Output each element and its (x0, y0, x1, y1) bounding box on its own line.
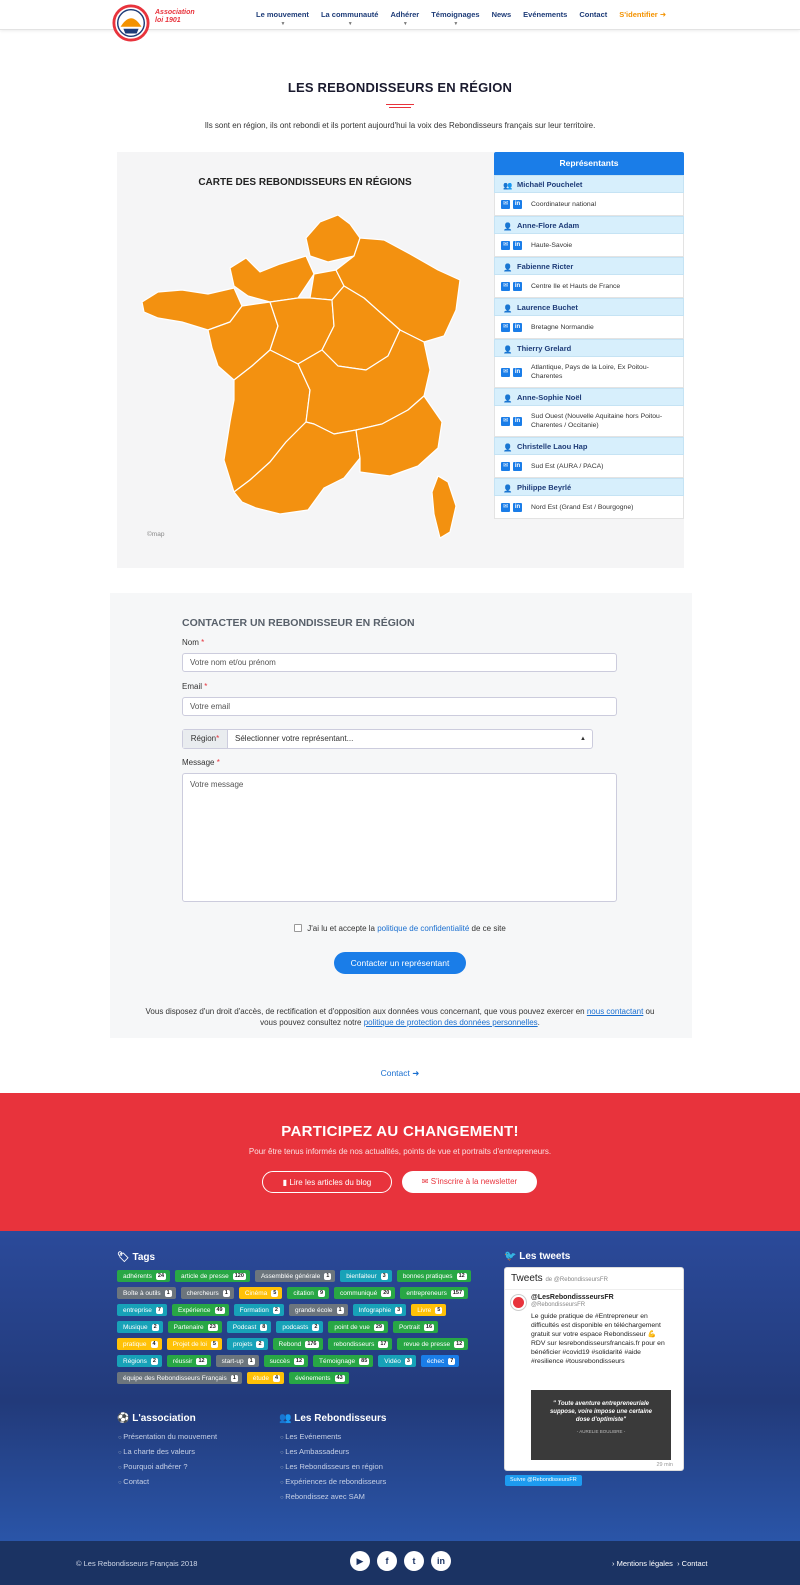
email-icon[interactable]: ✉ (502, 417, 509, 424)
main-nav (256, 10, 667, 27)
map-region-hauts-de-france[interactable] (306, 215, 360, 262)
map-region-normandie[interactable] (230, 256, 314, 302)
title-divider (389, 107, 411, 108)
nav-adherer[interactable]: Adhérer ▼ (390, 10, 420, 27)
tag-item[interactable]: communiqué 20 (334, 1287, 395, 1299)
tag-count-badge: 29 (375, 1323, 382, 1330)
tag-item[interactable]: pratique 4 (117, 1338, 162, 1350)
sign-in-icon: ➜ (659, 10, 667, 19)
facebook-icon[interactable]: f (377, 1551, 397, 1571)
tag-item[interactable]: projets 2 (227, 1338, 268, 1350)
consent-row: J'ai lu et accepte la politique de confidentialité de ce site (0, 924, 800, 933)
association-heading: ⚽ L'association (117, 1413, 196, 1424)
tag-item[interactable]: rebondisseurs 17 (328, 1338, 393, 1350)
email-icon[interactable]: ✉ (502, 323, 509, 330)
tag-count-badge: 3 (397, 1306, 401, 1313)
form-title: CONTACTER UN REBONDISSEUR EN RÉGION (182, 617, 415, 629)
newsletter-banner (0, 1093, 800, 1231)
tag-item[interactable]: citation 9 (287, 1287, 329, 1299)
tag-count-badge: 5 (437, 1306, 441, 1313)
twitter-icon[interactable]: t (404, 1551, 424, 1571)
user-icon: 👤 (503, 345, 513, 354)
tag-count-badge: 2 (274, 1306, 278, 1313)
map-title: CARTE DES REBONDISSEURS EN RÉGIONS (198, 177, 412, 188)
email-icon[interactable]: ✉ (502, 241, 509, 248)
tag-count-badge: 1 (166, 1289, 170, 1296)
user-icon: 👤 (503, 304, 513, 313)
soccer-icon: ⚽ (117, 1413, 130, 1424)
chevron-down-icon: ▼ (347, 21, 353, 27)
copyright: © Les Rebondisseurs Français 2018 (76, 1559, 198, 1568)
nav-evenements[interactable]: Evénements (523, 10, 568, 19)
region-select[interactable]: Sélectionner votre représentant... ▲ (228, 730, 592, 748)
tag-item[interactable]: grande école 1 (289, 1304, 348, 1316)
tag-item[interactable]: Régions 2 (117, 1355, 162, 1367)
envelope-icon: ✉ (421, 1177, 429, 1186)
user-icon: 👤 (503, 222, 513, 231)
representatives-heading: Représentants (494, 152, 684, 175)
tag-count-badge: 24 (157, 1272, 165, 1279)
twitter-timeline[interactable] (504, 1267, 684, 1471)
tag-item[interactable]: Projet de loi 5 (167, 1338, 222, 1350)
rep-name: 👤 Christelle Laou Hap (494, 437, 684, 455)
rep-row: ✉ in Nord Est (Grand Est / Bourgogne) (494, 496, 684, 519)
tag-count-badge: 1 (224, 1289, 228, 1296)
linkedin-icon[interactable]: in (514, 200, 521, 207)
tag-cloud (117, 1270, 487, 1384)
tag-item[interactable]: Témoignage 85 (313, 1355, 373, 1367)
contact-link[interactable]: Contact ➜ (380, 1068, 420, 1078)
rep-name: 👤 Laurence Buchet (494, 298, 684, 316)
tag-count-badge: 12 (458, 1272, 465, 1279)
reps-footer (494, 519, 684, 567)
rebondisseurs-links (280, 1430, 386, 1505)
tweet-user[interactable]: @LesRebondissseursFR (531, 1294, 614, 1301)
tag-count-badge: 4 (275, 1374, 279, 1381)
rgpd-notice: Vous disposez d'un droit d'accès, de rectification et d'opposition aux données vous concernant, que vous pouvez exercer en nous contactant ou vous pouvez consultez notre politique de protection des données personnelles. (145, 1007, 655, 1027)
legal-link[interactable]: › Mentions légales (612, 1559, 673, 1568)
linkedin-icon[interactable]: in (514, 241, 521, 248)
footer-link[interactable]: ○ Les Rebondisseurs en région (280, 1460, 386, 1475)
chevron-down-icon: ▼ (453, 21, 459, 27)
linkedin-icon[interactable]: in (514, 282, 521, 289)
chevron-down-icon: ▼ (402, 21, 408, 27)
tag-item[interactable]: point de vue 29 (328, 1321, 388, 1333)
tags-icon: 🏷 (117, 1252, 130, 1263)
tag-item[interactable]: bienfaiteur 3 (340, 1270, 391, 1282)
tag-item[interactable]: Portrait 16 (393, 1321, 438, 1333)
login-link[interactable]: S'identifier ➜ (619, 10, 667, 19)
rebondisseurs-heading: 👥 Les Rebondisseurs (279, 1413, 387, 1424)
rep-name: 👤 Fabienne Ricter (494, 257, 684, 275)
tag-count-badge: 176 (307, 1340, 317, 1347)
rep-row: ✉ in Haute-Savoie (494, 234, 684, 257)
linkedin-icon[interactable]: in (514, 368, 521, 375)
tag-count-badge: 12 (456, 1340, 463, 1347)
chevron-down-icon: ▼ (280, 21, 286, 27)
user-icon: 👤 (503, 443, 513, 452)
book-icon: ▮ (282, 1178, 288, 1187)
linkedin-icon[interactable]: in (514, 417, 521, 424)
tag-count-badge: 4 (152, 1340, 156, 1347)
tweet-handle: @RebondisseursFR (531, 1302, 586, 1308)
message-label: Message * (182, 758, 220, 767)
tag-count-badge: 7 (157, 1306, 161, 1313)
map-credit: ©map (147, 531, 165, 538)
logo-icon[interactable] (112, 4, 150, 42)
message-textarea[interactable]: Votre message (182, 773, 617, 902)
tag-count-badge: 23 (209, 1323, 216, 1330)
tag-count-badge: 1 (232, 1374, 236, 1381)
users-icon: 👥 (503, 181, 513, 190)
follow-button[interactable]: Suivre @RebondisseursFR (505, 1475, 582, 1486)
legal-links (612, 1559, 708, 1568)
tag-count-badge: 8 (262, 1323, 266, 1330)
rep-row: ✉ in Bretagne Normandie (494, 316, 684, 339)
tag-count-badge: 12 (295, 1357, 303, 1364)
email-icon[interactable]: ✉ (502, 503, 509, 510)
tag-count-badge: 17 (380, 1340, 387, 1347)
tag-count-badge: 1 (326, 1272, 330, 1279)
tag-item[interactable]: Expérience 49 (172, 1304, 229, 1316)
nav-news[interactable]: News (491, 10, 512, 19)
footer-link[interactable]: ○ Contact (118, 1475, 217, 1490)
social-links (350, 1551, 451, 1571)
linkedin-icon[interactable]: in (514, 503, 521, 510)
nav-le-mouvement[interactable]: Le mouvement ▼ (256, 10, 309, 27)
rep-name: 👤 Philippe Beyrlé (494, 478, 684, 496)
tag-count-badge: 1 (249, 1357, 253, 1364)
association-links (118, 1430, 217, 1490)
tag-count-badge: 120 (234, 1272, 244, 1279)
tag-count-badge: 2 (258, 1340, 262, 1347)
site-header (0, 0, 800, 30)
tag-count-badge: 20 (383, 1289, 390, 1296)
tag-item[interactable]: revue de presse 12 (397, 1338, 468, 1350)
name-label: Nom * (182, 638, 205, 647)
tag-count-badge: 2 (314, 1323, 318, 1330)
tag-item[interactable]: réussir 12 (167, 1355, 211, 1367)
rep-name: 👤 Anne-Sophie Noël (494, 388, 684, 406)
linkedin-icon[interactable]: in (431, 1551, 451, 1571)
tag-item[interactable]: équipe des Rebondisseurs Français 1 (117, 1372, 242, 1384)
banner-title: PARTICIPEZ AU CHANGEMENT! (281, 1123, 519, 1140)
footer-link[interactable]: ○ Expériences de rebondisseurs (280, 1475, 386, 1490)
name-input[interactable]: Votre nom et/ou prénom (182, 653, 617, 672)
tag-item[interactable]: article de presse 120 (175, 1270, 250, 1282)
tag-item[interactable]: Rebond 176 (273, 1338, 323, 1350)
tag-count-badge: 9 (319, 1289, 323, 1296)
tweet-time: 29 min (656, 1462, 673, 1468)
tag-item[interactable]: adhérents 24 (117, 1270, 170, 1282)
tag-count-badge: 1 (338, 1306, 342, 1313)
email-input[interactable]: Votre email (182, 697, 617, 716)
select-arrows-icon: ▲ (580, 736, 586, 742)
tag-item[interactable]: étude 4 (247, 1372, 284, 1384)
tag-count-badge: 16 (425, 1323, 433, 1330)
tags-heading: 🏷 Tags (117, 1252, 156, 1263)
newsletter-button[interactable]: ✉ S'inscrire à la newsletter (402, 1171, 537, 1193)
email-icon[interactable]: ✉ (502, 282, 509, 289)
user-icon: 👤 (503, 394, 513, 403)
user-icon: 👤 (503, 263, 513, 272)
avatar[interactable] (511, 1295, 526, 1310)
rep-row: ✉ in Sud Ouest (Nouvelle Aquitaine hors Poitou-Charentes / Occitanie) (494, 406, 684, 437)
tag-count-badge: 3 (406, 1357, 410, 1364)
tag-item[interactable]: échec 7 (421, 1355, 459, 1367)
map-region-corse[interactable] (432, 476, 456, 538)
banner-subtitle: Pour être tenus informés de nos actualités, points de vue et portraits d'entrepreneurs. (248, 1147, 552, 1156)
title-divider (386, 104, 414, 105)
twitter-icon: 🐦 (504, 1251, 517, 1262)
tag-item[interactable]: événements 43 (289, 1372, 349, 1384)
footer-link[interactable]: ○ Rebondissez avec SAM (280, 1490, 386, 1505)
tweet-image[interactable]: " Toute aventure entrepreneuriale suppose, voire impose une certaine dose d'optimiste" - AURELIE BOULIBRE - (531, 1390, 671, 1460)
rep-row: ✉ in Atlantique, Pays de la Loire, Ex Poitou-Charentes (494, 357, 684, 388)
tag-item[interactable]: Cinéma 5 (239, 1287, 282, 1299)
footer-link[interactable]: ○ La charte des valeurs (118, 1445, 217, 1460)
privacy-policy-link[interactable]: politique de confidentialité (377, 924, 470, 933)
tag-count-badge: 157 (452, 1289, 463, 1296)
rep-row: ✉ in Centre Ile et Hauts de France (494, 275, 684, 298)
timeline-header: Tweets de @RebondisseursFR (505, 1268, 683, 1290)
tag-item[interactable]: Assemblée générale 1 (255, 1270, 335, 1282)
logo-text: Association loi 1901 (155, 9, 195, 24)
tag-count-badge: 3 (382, 1272, 386, 1279)
tag-item[interactable]: entrepreneurs 157 (400, 1287, 468, 1299)
users-icon: 👥 (279, 1413, 292, 1424)
tag-item[interactable]: start-up 1 (216, 1355, 259, 1367)
tag-item[interactable]: Partenaire 23 (168, 1321, 222, 1333)
page-title: LES REBONDISSEURS EN RÉGION (287, 80, 513, 95)
france-map[interactable] (138, 210, 478, 540)
tag-count-badge: 49 (216, 1306, 223, 1313)
youtube-icon[interactable]: ▶ (350, 1551, 370, 1571)
tag-count-badge: 5 (212, 1340, 216, 1347)
tag-count-badge: 2 (153, 1323, 157, 1330)
tweets-heading: 🐦 Les tweets (504, 1251, 571, 1262)
read-blog-button[interactable]: ▮ Lire les articles du blog (262, 1171, 392, 1193)
footer-contact-link[interactable]: › Contact (677, 1559, 708, 1568)
footer-link[interactable]: ○ Présentation du mouvement (118, 1430, 217, 1445)
data-protection-link[interactable]: politique de protection des données personnelles (363, 1018, 538, 1027)
tag-item[interactable]: chercheurs 1 (181, 1287, 234, 1299)
linkedin-icon[interactable]: in (514, 323, 521, 330)
tag-count-badge: 5 (273, 1289, 277, 1296)
consent-checkbox[interactable] (294, 924, 302, 932)
email-icon[interactable]: ✉ (502, 200, 509, 207)
user-icon: 👤 (503, 484, 513, 493)
tag-item[interactable]: bonnes pratiques 12 (397, 1270, 471, 1282)
contact-us-link[interactable]: nous contactant (586, 1007, 644, 1016)
tag-item[interactable]: Podcast 8 (227, 1321, 272, 1333)
tag-count-badge: 7 (450, 1357, 454, 1364)
email-icon[interactable]: ✉ (502, 462, 509, 469)
tag-count-badge: 85 (361, 1357, 368, 1364)
tweet-text: Le guide pratique de #Entrepreneur en difficultés est disponible en téléchargement gratuit sur votre espace Rebondisseur 💪 RDV sur lesrebondisseursfrancais.fr pour en bénéficier #covid19 #solidarité #aide #resilience #tousrebondisseurs (531, 1313, 665, 1365)
tag-item[interactable]: Vidéo 3 (378, 1355, 416, 1367)
region-label: Région* (183, 730, 228, 748)
footer-link[interactable]: ○ Pourquoi adhérer ? (118, 1460, 217, 1475)
footer-link[interactable]: ○ Les Evénements (280, 1430, 386, 1445)
tag-item[interactable]: podcasts 2 (276, 1321, 323, 1333)
rep-name: 👤 Anne-Flore Adam (494, 216, 684, 234)
representatives-panel (494, 152, 684, 567)
nav-contact[interactable]: Contact (579, 10, 608, 19)
footer-link[interactable]: ○ Les Ambassadeurs (280, 1445, 386, 1460)
rep-name: 👥 Michaël Pouchelet (494, 175, 684, 193)
arrow-right-icon: ➜ (412, 1068, 420, 1078)
rep-name: 👤 Thierry Grelard (494, 339, 684, 357)
rep-row: ✉ in Coordinateur national (494, 193, 684, 216)
submit-contact-button[interactable]: Contacter un représentant (334, 952, 466, 974)
region-select-group (182, 729, 593, 749)
tag-item[interactable]: Musique 2 (117, 1321, 163, 1333)
nav-la-communaute[interactable]: La communauté ▼ (320, 10, 379, 27)
tag-item[interactable]: Livre 5 (411, 1304, 446, 1316)
tag-item[interactable]: entreprise 7 (117, 1304, 167, 1316)
rep-row: ✉ in Sud Est (AURA / PACA) (494, 455, 684, 478)
tag-item[interactable]: Formation 2 (234, 1304, 284, 1316)
tag-item[interactable]: Boîte à outils 1 (117, 1287, 176, 1299)
nav-temoignages[interactable]: Témoignages ▼ (431, 10, 480, 27)
email-label: Email * (182, 682, 208, 691)
tag-count-badge: 2 (152, 1357, 156, 1364)
tag-count-badge: 12 (198, 1357, 205, 1364)
tag-item[interactable]: Infographie 3 (353, 1304, 407, 1316)
email-icon[interactable]: ✉ (502, 368, 509, 375)
tag-item[interactable]: succès 12 (264, 1355, 308, 1367)
tag-count-badge: 43 (336, 1374, 343, 1381)
page-subtitle: Ils sont en région, ils ont rebondi et ils portent aujourd'hui la voix des Rebondisseurs français sur leur territoire. (204, 121, 596, 130)
linkedin-icon[interactable]: in (514, 462, 521, 469)
